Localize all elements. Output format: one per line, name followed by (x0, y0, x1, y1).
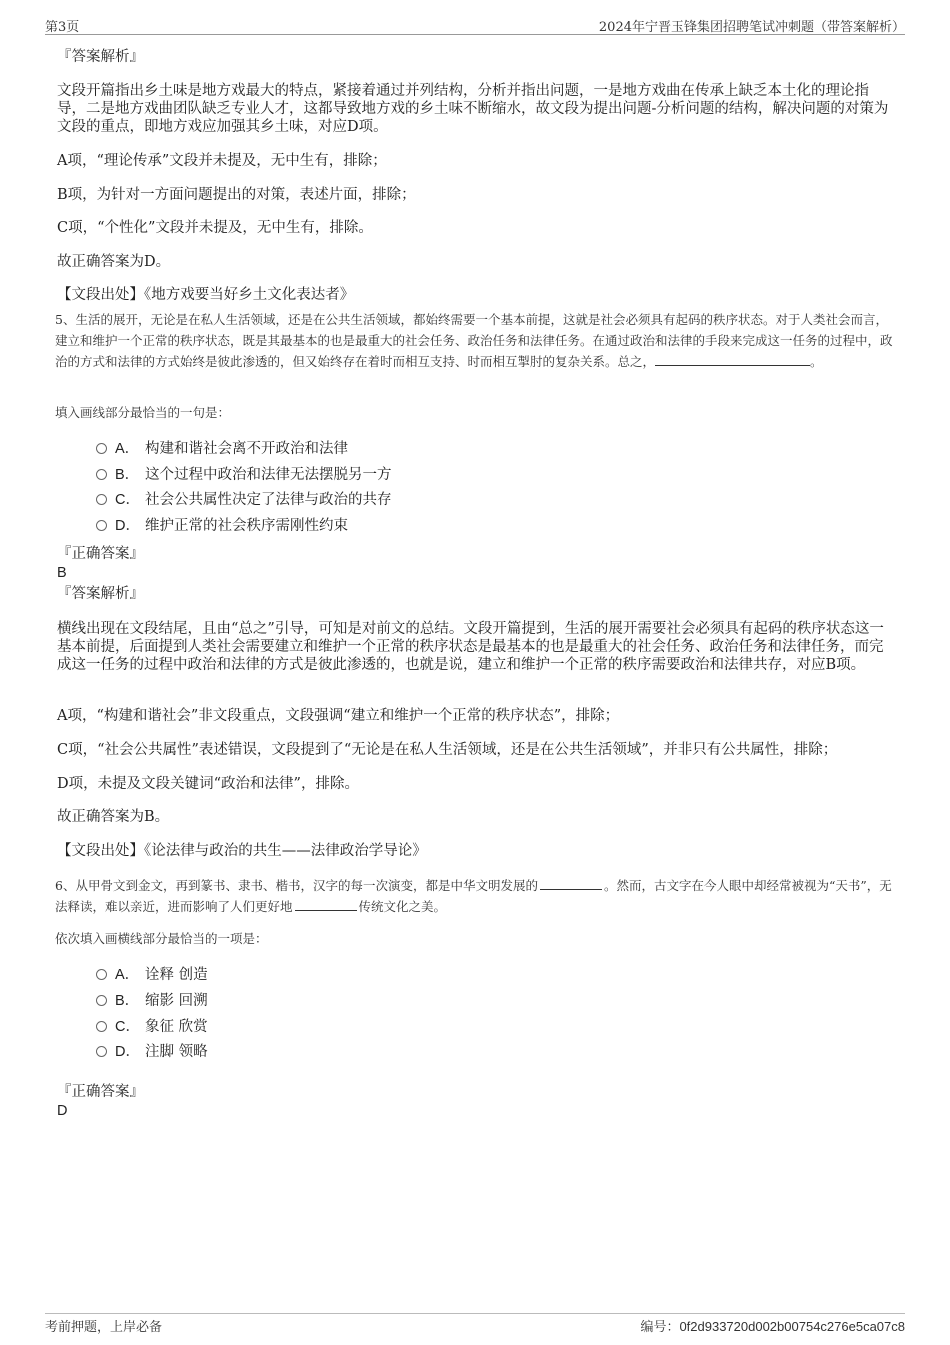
footer-slogan: 考前押题，上岸必备 (45, 1320, 163, 1335)
radio-icon[interactable] (96, 1021, 107, 1032)
q6-option-a[interactable]: A． 诠释 创造 (96, 966, 208, 984)
radio-icon[interactable] (96, 1046, 107, 1057)
q4-analysis-label: 『答案解析』 (57, 49, 144, 65)
q6-stem-part-c: 传统文化之美。 (358, 899, 447, 914)
radio-icon[interactable] (96, 520, 107, 531)
q6-option-b[interactable]: B． 缩影 回溯 (96, 992, 208, 1010)
radio-icon[interactable] (96, 443, 107, 454)
q6-option-c[interactable]: C． 象征 欣赏 (96, 1018, 208, 1036)
q5-stem-end: 。 (810, 354, 823, 369)
q6-stem (55, 875, 897, 917)
q5-blank (655, 351, 810, 366)
q4-conclusion: 故正确答案为D。 (57, 254, 171, 270)
q5-answer: B (57, 565, 67, 581)
q5-answer-label: 『正确答案』 (57, 546, 144, 562)
q5-source: 【文段出处】《论法律与政治的共生——法律政治学导论》 (57, 843, 427, 859)
q5-option-a-note: A项，“构建和谐社会”非文段重点，文段强调“建立和维护一个正常的秩序状态”，排除； (57, 708, 620, 724)
q5-conclusion: 故正确答案为B。 (57, 809, 170, 825)
q6-option-d[interactable]: D． 注脚 领略 (96, 1043, 208, 1061)
q5-option-d[interactable]: D． 维护正常的社会秩序需刚性约束 (96, 517, 348, 535)
q6-blank-1 (540, 875, 602, 890)
q5-option-b[interactable]: B． 这个过程中政治和法律无法摆脱另一方 (96, 466, 392, 484)
q6-answer-label: 『正确答案』 (57, 1084, 144, 1100)
radio-icon[interactable] (96, 995, 107, 1006)
radio-icon[interactable] (96, 469, 107, 480)
radio-icon[interactable] (96, 494, 107, 505)
q4-option-a-note: A项，“理论传承”文段并未提及，无中生有，排除； (57, 153, 387, 169)
q5-stem (55, 309, 897, 372)
page-number: 第3页 (45, 20, 80, 35)
q5-option-c[interactable]: C． 社会公共属性决定了法律与政治的共存 (96, 491, 392, 509)
q4-option-c-note: C项，“个性化”文段并未提及，无中生有，排除。 (57, 220, 373, 236)
q6-answer: D (57, 1103, 68, 1119)
radio-icon[interactable] (96, 969, 107, 980)
q6-stem-part-a: 6、从甲骨文到金文，再到篆书、隶书、楷书，汉字的每一次演变，都是中华文明发展的 (55, 878, 538, 893)
page-header (45, 14, 905, 35)
q6-stem-part-b: 。然而，古文字在今人眼中却经常被视为“天书”，无法释读，难以亲近，进而影响了人们更好地 (55, 878, 892, 914)
q4-option-b-note: B项，为针对一方面问题提出的对策，表述片面，排除； (57, 187, 416, 203)
q4-source: 【文段出处】《地方戏要当好乡土文化表达者》 (57, 287, 355, 303)
q5-stem-text: 5、生活的展开，无论是在私人生活领域，还是在公共生活领域，都始终需要一个基本前提，这就是社会必须具有起码的秩序状态。对于人类社会而言，建立和维护一个正常的秩序状态，既是其最基本的也是最重大的社会任务、政治任务和法律任务。在通过政治和法律的手段来完成这一任务的过程中，政治的方式和法律的方式始终是彼此渗透的，但又始终存在着时而相互支持、时而相互掣肘的复杂关系。总之， (55, 312, 893, 369)
q6-prompt: 依次填入画横线部分最恰当的一项是： (55, 931, 268, 946)
q5-analysis-text: 横线出现在文段结尾，且由“总之”引导，可知是对前文的总结。文段开篇提到，生活的展开需要社会必须具有起码的秩序状态这一基本前提，后面提到人类社会需要建立和维护一个正常的秩序状态是最基本的也是最重大的社会任务、政治任务和法律任务，而完成这一任务的过程中政治和法律的方式是彼此渗透的，也就是说，建立和维护一个正常的秩序需要政治和法律共存，对应B项。 (57, 621, 884, 673)
q6-blank-2 (295, 896, 357, 911)
q5-prompt: 填入画线部分最恰当的一句是： (55, 405, 231, 420)
q5-option-d-note: D项，未提及文段关键词“政治和法律”，排除。 (57, 776, 359, 792)
q5-option-c-note: C项，“社会公共属性”表述错误，文段提到了“无论是在私人生活领域，还是在公共生活领域”，并非只有公共属性，排除； (57, 742, 838, 758)
page-footer (45, 1313, 905, 1336)
document-code: 编号：0f2d933720d002b00754c276e5ca07c8 (640, 1319, 905, 1334)
q4-analysis-text: 文段开篇指出乡土味是地方戏最大的特点，紧接着通过并列结构，分析并指出问题，一是地方戏曲在传承上缺乏本土化的理论指导，二是地方戏曲团队缺乏专业人才，这都导致地方戏的乡土味不断缩水，故文段为提出问题-分析问题的结构，解决问题的对策为文段的重点，即地方戏应加强其乡土味，对应D项。 (57, 83, 889, 135)
q5-option-a[interactable]: A． 构建和谐社会离不开政治和法律 (96, 440, 348, 458)
q5-analysis-label: 『答案解析』 (57, 586, 144, 602)
document-title: 2024年宁晋玉锋集团招聘笔试冲刺题（带答案解析） (598, 20, 905, 35)
